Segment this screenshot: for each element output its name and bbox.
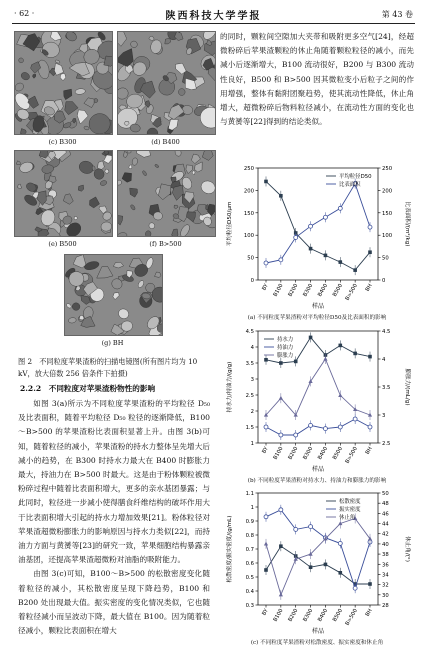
data-point: [309, 525, 313, 529]
y-tick-label-right: 48: [382, 501, 389, 508]
y-tick-label-left: 0.6: [245, 561, 254, 567]
micrograph-e: [14, 150, 113, 237]
data-point: [353, 268, 357, 272]
data-point: [338, 344, 342, 348]
y-tick-label-right: 50: [382, 255, 389, 262]
legend-label: 松散密度: [339, 499, 361, 505]
x-tick-label: BY: [261, 446, 270, 455]
paragraph: 如图 3(a)所示为不同粒度苹果渣粉的平均粒径 D₅₀ 及比表面积，随着平均粒径 D₅₀ 粒径的逐渐降低，B100～B>500 的苹果渣粉比表面积显著上升。由图 3(b)可知，随着粒径的减小，苹果渣粉的持水力整体呈先增大后减小的趋势，在 B300 时持水力最大在 B400 时膨胀力最大，持油力在 B>500 时最大。这是由于粉体颗粒被微粉碎过程中随着比表面积增大，更多的亲水基团暴露；与此同时，粒径进一步减小使得膳食纤维结构的破坏作用大于比表面积增大引起的持水力增加效果[21]。粉体粒径对苹果渣超微粉膨胀力的影响原因与持水力类似[22]，而持油力方面与黄赟等[23]的研究一致，苹果细胞结构暴露亲油基团，还提高苹果渣超微粉对油脂的吸附能力。: [18, 399, 210, 565]
y-axis-label-right: 膨胀力/(mL/g): [404, 368, 410, 406]
y-tick-label-right: 32: [382, 582, 389, 589]
data-point: [338, 571, 342, 575]
x-tick-label: B200: [287, 283, 300, 298]
data-point: [264, 515, 268, 519]
data-point: [338, 260, 342, 264]
volume-label: 第 43 卷: [381, 10, 413, 19]
sem-particle: [127, 151, 131, 153]
data-point: [279, 258, 283, 262]
data-point: [309, 565, 313, 569]
data-point: [279, 508, 283, 512]
y-tick-label-left: 3.5: [245, 361, 254, 367]
y-tick-label-left: 2.5: [245, 393, 254, 399]
x-axis-label: 样品: [311, 303, 325, 310]
y-tick-label-left: 250: [243, 166, 254, 172]
data-point: [353, 417, 357, 421]
y-tick-label-left: 1: [250, 505, 254, 511]
y-tick-label-left: 0.3: [245, 603, 254, 609]
chart-b: [222, 325, 412, 484]
chart-c: [222, 487, 412, 646]
data-point: [264, 180, 268, 184]
y-tick-label-left: 0.7: [245, 547, 254, 553]
legend-label: 振实密度: [339, 507, 361, 513]
data-point: [309, 336, 313, 340]
data-point: [338, 541, 342, 545]
x-tick-label: B>500: [344, 608, 359, 627]
y-tick-label-left: 0: [250, 278, 254, 284]
section-heading: 2.2.2 不同粒度对苹果渣粉物性的影响: [20, 384, 156, 393]
legend-label: 休止角: [339, 515, 356, 521]
chart-b-svg: [222, 325, 412, 475]
chart-caption: (a) 不同粒度苹果渣粉对平均粒径D50及比表面积的影响: [247, 315, 387, 321]
x-tick-label: BH: [364, 446, 374, 456]
data-point: [279, 593, 283, 597]
page-header: [0, 0, 427, 28]
data-point: [294, 235, 298, 239]
y-tick-label-right: 3: [382, 413, 386, 419]
y-tick-label-left: 1.5: [245, 425, 254, 431]
x-tick-label: B>500: [344, 283, 359, 302]
x-axis-label: 样品: [311, 466, 325, 473]
x-tick-label: B500: [331, 283, 345, 298]
legend-label: 持水力: [277, 337, 294, 343]
micrograph-g: [64, 254, 163, 336]
y-tick-label-left: 2: [250, 409, 254, 415]
y-tick-label-left: 150: [243, 210, 254, 217]
data-point: [309, 423, 313, 427]
plot-frame: [258, 331, 378, 443]
y-tick-label-right: 4.5: [382, 329, 391, 335]
data-point: [323, 427, 327, 431]
x-tick-label: B300: [302, 446, 315, 461]
y-tick-label-right: 150: [382, 210, 393, 217]
chart-a: [222, 162, 412, 321]
header-rule: [12, 23, 415, 24]
data-point: [338, 206, 342, 210]
data-point: [294, 527, 298, 531]
x-tick-label: B100: [272, 608, 285, 623]
micrograph-label: (c) B300: [48, 138, 77, 146]
x-tick-label: B300: [302, 283, 315, 298]
data-point: [264, 568, 268, 572]
paragraph: 由图 3(c)可知，B100～B>500 的松散密度变化随着粒径的减小，其松散密度呈现下降趋势，B100 和 B200 处出现最大值。振实密度的变化情况类似，它也随着粒径减小而呈波动下降，最大值在 B100。因为随着粒径减小，颗粒比表面积在增大: [18, 569, 210, 636]
data-point: [279, 361, 283, 365]
x-tick-label: B100: [272, 283, 285, 298]
y-tick-label-left: 3: [250, 377, 254, 383]
right-body-text: [220, 30, 414, 129]
y-tick-label-right: 44: [382, 521, 389, 528]
chart-caption: (b) 不同粒度苹果渣粉对持水力、持油力和膨胀力的影响: [247, 478, 387, 484]
y-tick-label-right: 3.5: [382, 385, 391, 391]
y-tick-label-right: 0: [382, 278, 386, 284]
chart-caption: (c) 不同粒度苹果渣粉对松散密度、振实密度和休止角: [250, 640, 384, 646]
y-tick-label-left: 4: [250, 345, 254, 351]
y-tick-label-right: 36: [382, 562, 389, 569]
y-tick-label-right: 28: [382, 603, 389, 609]
data-point: [279, 544, 283, 548]
series-line: [266, 359, 370, 415]
micrograph-d: [117, 31, 216, 135]
y-tick-label-left: 100: [243, 233, 254, 240]
x-tick-label: B>500: [344, 446, 359, 465]
y-tick-label-right: 34: [382, 572, 389, 579]
y-axis-label-left: 持水力/持油力/(g/g): [227, 361, 233, 413]
micrograph-f: [117, 150, 216, 237]
y-tick-label-left: 200: [243, 188, 254, 195]
x-tick-label: B500: [331, 608, 345, 623]
data-point: [323, 357, 327, 361]
data-point: [294, 433, 298, 437]
y-axis-label-right: 休止角/(°): [404, 536, 410, 562]
y-tick-label-right: 2.5: [382, 441, 391, 447]
y-tick-label-right: 4: [382, 357, 386, 363]
x-tick-label: B100: [272, 446, 285, 461]
y-tick-label-left: 0.8: [245, 533, 254, 539]
y-tick-label-right: 50: [382, 491, 389, 497]
y-axis-label-left: 松散密度/振实密度/(g/mL): [227, 515, 233, 583]
legend-label: 平均粒径D50: [339, 174, 372, 180]
data-point: [264, 542, 268, 546]
data-point: [324, 563, 328, 567]
y-tick-label-right: 30: [382, 592, 389, 599]
y-tick-label-left: 4.5: [245, 329, 254, 335]
series-line: [266, 419, 370, 435]
x-tick-label: B500: [331, 446, 345, 461]
legend-label: 比表面积: [339, 182, 361, 188]
journal-title: 陕西科技大学学报: [165, 11, 262, 22]
y-tick-label-left: 0.4: [245, 589, 254, 595]
x-tick-label: BY: [261, 608, 270, 617]
y-tick-label-left: 0.9: [245, 519, 254, 525]
y-tick-label-right: 42: [382, 531, 389, 538]
x-tick-label: B200: [287, 608, 300, 623]
data-point: [338, 425, 342, 429]
series-line: [266, 510, 370, 588]
data-point: [279, 433, 283, 437]
data-point: [323, 215, 327, 219]
y-tick-label-right: 40: [382, 541, 389, 548]
paragraph: 的同时，颗粒间空隙加大夹带和吸附更多空气[24]，经超微粉碎后苹果渣颗粒的休止角随着颗粒粒径的减小，而先减小后逐渐增大，B100 流动很好，B200 与 B300 流动性良好，B500 和 B>500 因其微粒变小后粒子之间的作用增强，整体有黏附团聚趋势，使其流动性降低，休止角增大，超微粉碎后物料粒径减小，在流动性方面的变化也与黄赟等[22]得到的结论类似。: [220, 32, 414, 127]
data-point: [279, 396, 283, 400]
x-tick-label: B400: [317, 608, 330, 623]
data-point: [264, 425, 268, 429]
data-point: [279, 194, 283, 198]
x-tick-label: B400: [317, 283, 330, 298]
x-tick-label: BY: [261, 283, 270, 292]
x-tick-label: BH: [364, 608, 374, 618]
micrograph-c: [14, 31, 113, 135]
data-point: [324, 254, 328, 258]
micrograph-label: (d) B400: [151, 138, 180, 146]
data-point: [368, 582, 372, 586]
x-tick-label: BH: [364, 283, 374, 293]
data-point: [353, 352, 357, 356]
y-tick-label-left: 1.1: [245, 491, 254, 497]
legend-label: 膨胀力: [277, 353, 294, 359]
data-point: [264, 261, 268, 265]
micrograph-label: (f) B>500: [149, 240, 182, 248]
data-point: [309, 224, 313, 228]
y-tick-label-left: 50: [247, 255, 254, 262]
micrograph-label: (g) BH: [101, 339, 124, 347]
y-tick-label-left: 0.5: [245, 575, 254, 581]
data-point: [368, 250, 372, 254]
series-line: [266, 546, 370, 584]
left-body-text: [18, 397, 210, 638]
data-point: [264, 358, 268, 362]
y-axis-label-right: 比表面积/(m²/kg): [404, 201, 410, 247]
legend-label: 持油力: [277, 345, 294, 351]
x-tick-label: B300: [302, 608, 315, 623]
data-point: [368, 425, 372, 429]
data-point: [294, 360, 298, 364]
figure-2-caption: 图 2 不同粒度苹果渣粉的扫描电镜图(所有图片均为 10 kV，放大倍数 256 倍条件下拍摄): [18, 357, 198, 378]
micrograph-label: (e) B500: [48, 240, 77, 248]
data-point: [368, 225, 372, 229]
chart-c-svg: [222, 487, 412, 637]
y-tick-label-right: 200: [382, 188, 393, 195]
x-tick-label: B400: [317, 446, 330, 461]
data-point: [368, 355, 372, 359]
y-tick-label-right: 46: [382, 511, 389, 518]
page-number: · 62 ·: [14, 9, 35, 18]
data-point: [309, 247, 313, 251]
x-axis-label: 样品: [311, 628, 325, 635]
y-tick-label-right: 250: [382, 166, 393, 172]
y-axis-label-left: 平均粒径D50/μm: [227, 201, 233, 247]
data-point: [353, 586, 357, 590]
data-point: [338, 393, 342, 397]
y-tick-label-right: 38: [382, 552, 389, 559]
x-tick-label: B200: [287, 446, 300, 461]
chart-a-svg: [222, 162, 412, 312]
y-tick-label-right: 100: [382, 233, 393, 240]
y-tick-label-left: 1: [250, 441, 254, 447]
